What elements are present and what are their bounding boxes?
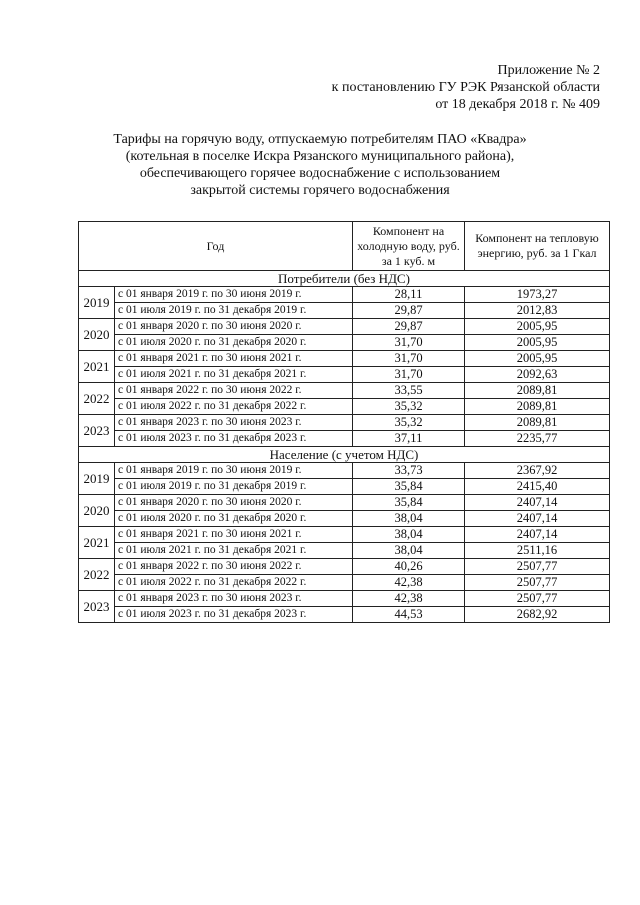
cold-water-cell: 31,70 bbox=[353, 335, 465, 351]
table-row bbox=[79, 591, 610, 607]
table-row bbox=[79, 415, 610, 431]
table-header-row bbox=[79, 222, 610, 271]
heat-cell: 2005,95 bbox=[465, 335, 610, 351]
heat-cell: 2089,81 bbox=[465, 415, 610, 431]
period-cell: с 01 января 2021 г. по 30 июня 2021 г. bbox=[115, 527, 353, 543]
cold-water-cell: 35,32 bbox=[353, 415, 465, 431]
year-cell: 2023 bbox=[79, 591, 115, 623]
table-row bbox=[79, 303, 610, 319]
cold-water-cell: 35,84 bbox=[353, 479, 465, 495]
period-cell: с 01 июля 2021 г. по 31 декабря 2021 г. bbox=[115, 367, 353, 383]
period-cell: с 01 июля 2019 г. по 31 декабря 2019 г. bbox=[115, 303, 353, 319]
heat-cell: 1973,27 bbox=[465, 287, 610, 303]
cold-water-cell: 35,32 bbox=[353, 399, 465, 415]
cold-water-cell: 38,04 bbox=[353, 543, 465, 559]
year-cell: 2022 bbox=[79, 383, 115, 415]
appendix-number: Приложение № 2 bbox=[497, 63, 600, 78]
table-row bbox=[79, 399, 610, 415]
section-title: Потребители (без НДС) bbox=[79, 271, 610, 287]
title-line: закрытой системы горячего водоснабжения bbox=[190, 183, 450, 198]
year-cell: 2023 bbox=[79, 415, 115, 447]
table-row bbox=[79, 543, 610, 559]
heat-cell: 2005,95 bbox=[465, 319, 610, 335]
period-cell: с 01 января 2023 г. по 30 июня 2023 г. bbox=[115, 591, 353, 607]
title-line: обеспечивающего горячее водоснабжение с использованием bbox=[139, 166, 501, 181]
year-cell: 2019 bbox=[79, 463, 115, 495]
heat-cell: 2507,77 bbox=[465, 575, 610, 591]
period-cell: с 01 января 2023 г. по 30 июня 2023 г. bbox=[115, 415, 353, 431]
table-row bbox=[79, 607, 610, 623]
period-cell: с 01 июля 2019 г. по 31 декабря 2019 г. bbox=[115, 479, 353, 495]
year-cell: 2021 bbox=[79, 351, 115, 383]
table-row bbox=[79, 335, 610, 351]
table-body bbox=[79, 271, 610, 623]
year-cell: 2019 bbox=[79, 287, 115, 319]
year-cell: 2020 bbox=[79, 495, 115, 527]
cold-water-cell: 35,84 bbox=[353, 495, 465, 511]
period-cell: с 01 января 2019 г. по 30 июня 2019 г. bbox=[115, 287, 353, 303]
cold-water-cell: 44,53 bbox=[353, 607, 465, 623]
table-row bbox=[79, 527, 610, 543]
period-cell: с 01 января 2021 г. по 30 июня 2021 г. bbox=[115, 351, 353, 367]
table-row bbox=[79, 319, 610, 335]
heat-cell: 2407,14 bbox=[465, 511, 610, 527]
period-cell: с 01 июля 2022 г. по 31 декабря 2022 г. bbox=[115, 399, 353, 415]
year-cell: 2021 bbox=[79, 527, 115, 559]
period-cell: с 01 июля 2020 г. по 31 декабря 2020 г. bbox=[115, 511, 353, 527]
header-year: Год bbox=[79, 222, 353, 271]
cold-water-cell: 29,87 bbox=[353, 303, 465, 319]
table-row bbox=[79, 575, 610, 591]
table-row bbox=[79, 559, 610, 575]
appendix-date: от 18 декабря 2018 г. № 409 bbox=[435, 97, 600, 112]
period-cell: с 01 июля 2022 г. по 31 декабря 2022 г. bbox=[115, 575, 353, 591]
period-cell: с 01 января 2020 г. по 30 июня 2020 г. bbox=[115, 495, 353, 511]
cold-water-cell: 31,70 bbox=[353, 367, 465, 383]
heat-cell: 2507,77 bbox=[465, 591, 610, 607]
heat-cell: 2507,77 bbox=[465, 559, 610, 575]
heat-cell: 2012,83 bbox=[465, 303, 610, 319]
cold-water-cell: 29,87 bbox=[353, 319, 465, 335]
period-cell: с 01 января 2022 г. по 30 июня 2022 г. bbox=[115, 559, 353, 575]
section-row bbox=[79, 447, 610, 463]
heat-cell: 2682,92 bbox=[465, 607, 610, 623]
cold-water-cell: 42,38 bbox=[353, 575, 465, 591]
heat-cell: 2089,81 bbox=[465, 399, 610, 415]
cold-water-cell: 28,11 bbox=[353, 287, 465, 303]
header-heat: Компонент на тепловую энергию, руб. за 1 Гкал bbox=[465, 222, 610, 271]
table-row bbox=[79, 479, 610, 495]
section-row bbox=[79, 271, 610, 287]
period-cell: с 01 июля 2020 г. по 31 декабря 2020 г. bbox=[115, 335, 353, 351]
table-row bbox=[79, 383, 610, 399]
year-cell: 2022 bbox=[79, 559, 115, 591]
heat-cell: 2235,77 bbox=[465, 431, 610, 447]
tariff-table bbox=[78, 221, 610, 623]
cold-water-cell: 37,11 bbox=[353, 431, 465, 447]
cold-water-cell: 33,55 bbox=[353, 383, 465, 399]
document-title bbox=[95, 131, 545, 199]
heat-cell: 2089,81 bbox=[465, 383, 610, 399]
cold-water-cell: 38,04 bbox=[353, 527, 465, 543]
heat-cell: 2511,16 bbox=[465, 543, 610, 559]
header-cold-water: Компонент на холодную воду, руб. за 1 куб. м bbox=[353, 222, 465, 271]
title-line: (котельная в поселке Искра Рязанского муниципального района), bbox=[125, 149, 515, 164]
table-row bbox=[79, 287, 610, 303]
heat-cell: 2367,92 bbox=[465, 463, 610, 479]
cold-water-cell: 40,26 bbox=[353, 559, 465, 575]
cold-water-cell: 33,73 bbox=[353, 463, 465, 479]
section-title: Население (с учетом НДС) bbox=[79, 447, 610, 463]
period-cell: с 01 июля 2021 г. по 31 декабря 2021 г. bbox=[115, 543, 353, 559]
heat-cell: 2407,14 bbox=[465, 495, 610, 511]
appendix-resolution: к постановлению ГУ РЭК Рязанской области bbox=[331, 80, 600, 95]
table-row bbox=[79, 463, 610, 479]
period-cell: с 01 июля 2023 г. по 31 декабря 2023 г. bbox=[115, 607, 353, 623]
period-cell: с 01 января 2020 г. по 30 июня 2020 г. bbox=[115, 319, 353, 335]
title-line: Тарифы на горячую воду, отпускаемую потребителям ПАО «Квадра» bbox=[113, 132, 527, 147]
table-row bbox=[79, 431, 610, 447]
period-cell: с 01 января 2022 г. по 30 июня 2022 г. bbox=[115, 383, 353, 399]
appendix-header bbox=[332, 62, 600, 113]
heat-cell: 2415,40 bbox=[465, 479, 610, 495]
year-cell: 2020 bbox=[79, 319, 115, 351]
period-cell: с 01 июля 2023 г. по 31 декабря 2023 г. bbox=[115, 431, 353, 447]
cold-water-cell: 38,04 bbox=[353, 511, 465, 527]
table-row bbox=[79, 511, 610, 527]
table-row bbox=[79, 367, 610, 383]
heat-cell: 2407,14 bbox=[465, 527, 610, 543]
heat-cell: 2005,95 bbox=[465, 351, 610, 367]
period-cell: с 01 января 2019 г. по 30 июня 2019 г. bbox=[115, 463, 353, 479]
cold-water-cell: 42,38 bbox=[353, 591, 465, 607]
heat-cell: 2092,63 bbox=[465, 367, 610, 383]
table-row bbox=[79, 495, 610, 511]
table-row bbox=[79, 351, 610, 367]
cold-water-cell: 31,70 bbox=[353, 351, 465, 367]
